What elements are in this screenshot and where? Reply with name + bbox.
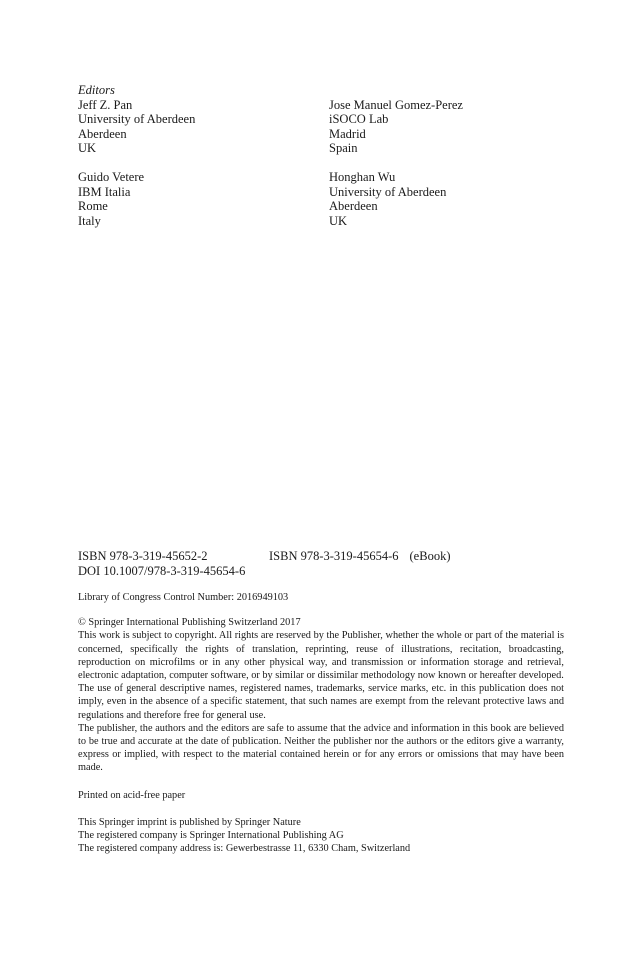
lccn: Library of Congress Control Number: 2016949103 — [78, 592, 289, 603]
editor-city: Aberdeen — [78, 126, 127, 141]
doi: DOI 10.1007/978-3-319-45654-6 — [78, 563, 246, 578]
editor-affiliation: University of Aberdeen — [78, 112, 196, 126]
isbn-print: ISBN 978-3-319-45652-2 — [78, 549, 208, 563]
imprint-line: This Springer imprint is published by Springer Nature — [78, 816, 301, 828]
editors-grid — [78, 98, 564, 229]
editor-affiliation: University of Aberdeen — [329, 184, 447, 199]
editor-affiliation: iSOCO Lab — [329, 112, 389, 126]
editor-country: Spain — [329, 141, 358, 155]
imprint-line: The registered company is Springer International Publishing AG — [78, 830, 344, 842]
editor-name: Guido Vetere — [78, 170, 145, 184]
copyright-line: © Springer International Publishing Switzerland 2017 — [78, 617, 301, 629]
editor-city: Rome — [78, 199, 108, 213]
isbn-ebook: ISBN 978-3-319-45654-6 — [269, 549, 399, 563]
copyright-paragraph: This work is subject to copyright. All rights are reserved by the Publisher, whether the whole or part of the material is concerned, specifically the rights of translation, reprinting, reuse of illustrations, recitation, broadcasting, reproduction on microfilms or in any other physical way, and transmission or information storage and retrieval, electronic adaptation, computer software, or by similar or dissimilar methodology now known or hereafter developed. — [78, 630, 564, 682]
editor-name: Jeff Z. Pan — [78, 97, 133, 112]
printed-note: Printed on acid-free paper — [78, 789, 186, 801]
publication-details — [78, 549, 564, 855]
isbn-row — [78, 549, 564, 564]
editor-entry — [78, 98, 329, 156]
imprint-line: The registered company address is: Gewerbestrasse 11, 6330 Cham, Switzerland — [78, 843, 411, 855]
editor-name: Jose Manuel Gomez-Perez — [329, 97, 463, 112]
editor-country: UK — [329, 213, 348, 228]
imprint-block — [78, 816, 564, 856]
ebook-label: (eBook) — [409, 549, 451, 563]
editor-entry — [78, 170, 329, 228]
editor-city: Madrid — [329, 126, 366, 141]
editor-country: Italy — [78, 213, 101, 228]
editor-city: Aberdeen — [329, 199, 378, 213]
editor-entry — [329, 170, 564, 228]
editor-entry — [329, 98, 564, 156]
copyright-block — [78, 616, 564, 774]
disclaimer-paragraph: The publisher, the authors and the editors are safe to assume that the advice and information in this book are believed to be true and accurate at the date of publication. Neither the publisher nor the authors or the editors give a warranty, express or implied, with respect to the material contained herein or for any errors or omissions that may have been made. — [78, 722, 564, 774]
trademark-paragraph: The use of general descriptive names, registered names, trademarks, service marks, etc. in this publication does not imply, even in the absence of a specific statement, that such names are exempt from the relevant protective laws and regulations and therefore free for general use. — [78, 683, 564, 721]
editor-name: Honghan Wu — [329, 170, 396, 184]
editor-country: UK — [78, 141, 97, 155]
editors-section — [78, 83, 564, 228]
editors-heading: Editors — [78, 83, 115, 97]
editor-affiliation: IBM Italia — [78, 184, 131, 199]
